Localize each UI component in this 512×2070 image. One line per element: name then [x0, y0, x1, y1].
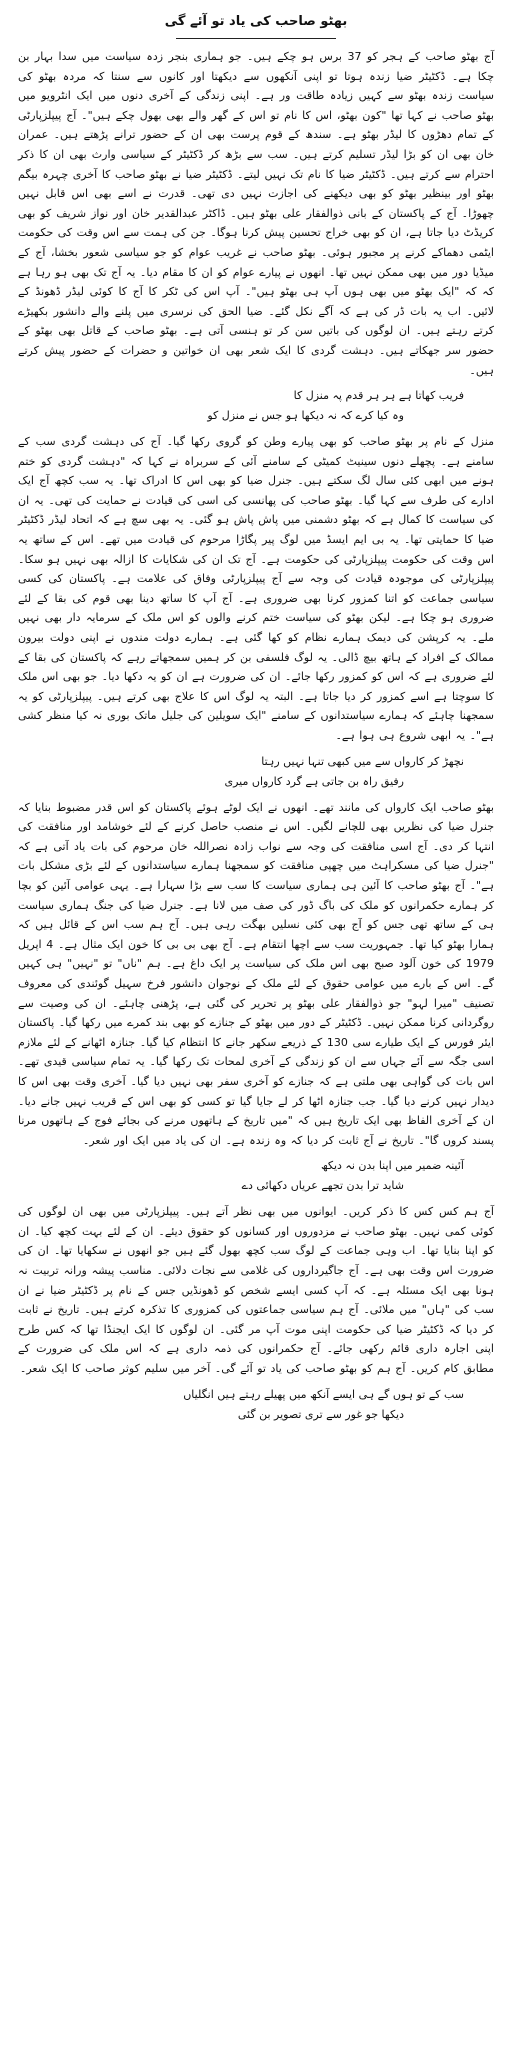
verse-line: فریب کھاتا ہے ہر ہر قدم پہ منزل کا: [293, 389, 464, 403]
verse-line: وہ کیا کرے کہ نہ دیکھا ہو جس نے منزل کو: [207, 409, 404, 423]
article-paragraph: آج ہم کس کس کا ذکر کریں۔ ایوانوں میں بھی نظر آتے ہیں۔ پیپلزپارٹی میں بھی ان لوگوں کی کوئی کمی نہیں۔ بھٹو صاحب نے مزدوروں اور کسانوں کو حقوق دیئے۔ ان کے لئے بہت کچھ کیا۔ ان کو اپنا بنایا تھا۔ اب وہی جماعت کے لوگ سب کچھ بھول گئے ہیں جو انھوں نے سکھایا تھا۔ ان کی ضرورت اس وقت بھی ہے۔ آج جاگیرداروں کی غلامی سے نجات دلائی۔ مناسب پیشہ ورانہ تربیت نہ ہونا بھی ایک مسئلہ ہے۔ کہ آپ کسی ایسے شخص کو ڈھونڈیں جس کے نام پر ڈکٹیٹر ضیا نے ان سب کی "ہاں" میں ملائی۔ آج ہم سیاسی جماعتوں کی کمزوری کا تذکرہ کرتے ہیں۔ تاریخ نے ثابت کر دیا کہ ڈکٹیٹر ضیا کی حکومت اپنی موت آپ مر گئی۔ ان لوگوں کا ایک ایجنڈا تھا کہ کس طرح اپنی اجارہ داری قائم رکھی جائے۔ آج حکمرانوں کی ذمہ داری ہے کہ اس ملک کی ضرورت کے مطابق کام کریں۔ آج ہم کو بھٹو صاحب کی یاد تو آئے گی۔ آخر میں سلیم کوثر صاحب کا ایک شعر۔: [18, 1205, 494, 1376]
verse-line: رفیق راہ بن جاتی ہے گرد کارواں میری: [224, 774, 404, 788]
verse-couplet: [18, 752, 494, 792]
verse-line: شاید ترا بدن تجھے عریاں دکھائی دے: [241, 1179, 404, 1193]
article-paragraph: بھٹو صاحب ایک کارواں کی مانند تھے۔ انھوں نے ایک لوٹے ہوئے پاکستان کو اس قدر مضبوط بنایا کہ جنرل ضیا کی نظریں بھی للچانے لگیں۔ اس نے منصب حاصل کرنے کے لئے خوشامد اور منافقت کی انتہا کر دی۔ آج اسی منافقت کی وجہ سے نواب زادہ نصراللہ خان مرحوم کی بات یاد آتی ہے کہ "جنرل ضیا کی مسکراہٹ میں چھپی منافقت کو سمجھنا ہمارے سیاستدانوں کے لئے بڑی مشکل بات ہے"۔ آج بھٹو صاحب کا آئین ہی ہماری سیاست کا سب سے بڑا سہارا ہے۔ یہی عوامی آئین کو بچا کر ہمارے حکمرانوں کو ملک کی باگ ڈور کی صف میں لانا ہے۔ جنرل ضیا کی جنگ ہماری سیاست ہی کے ساتھ تھی جس کو آج بھی کئی نسلیں بھگت رہی ہیں۔ آج ہم سب اس کے قائل ہیں کہ ہمارا بھٹو کیا تھا۔ جمہوریت سب سے اچھا انتقام ہے۔ آج بھی بی بی کا خون ایک مثال ہے۔ 4 اپریل 1979 کی خون آلود صبح بھی اس ملک کی سیاست پر ایک داغ ہے۔ ہم "ناں" تو "نہیں" ہی کہیں گے۔ اس کے بارے میں عوامی حقوق کے لئے ملک کے نوجوان دانشور فرخ سہیل گوئندی کی معروف تصنیف "میرا لہو" جو ذوالفقار علی بھٹو پر تحریر کی گئی ہے، پڑھنی چاہئے۔ ان کی وصیت سے روگردانی کرنا ممکن نہیں۔ ڈکٹیٹر کے دور میں بھٹو کے جنازے کو بھی بند کمرے میں رکھا گیا۔ پاکستان ایئر فورس کے ایک طیارے سی 130 کے ذریعے سکھر جانے کا انتظام کیا گیا۔ جنازہ اٹھانے کے لئے ملازم اسی جگہ سے آئے جہاں سے ان کو زندگی کے آخری لمحات تک رکھا گیا۔ یہ تمام سیاسی قیدی تھے۔ اس بات کی گواہی بھی ملتی ہے کہ جنازے کو آخری سفر بھی نہیں دیا گیا۔ آخری وقت بھی اس کا دیدار نہیں کرنے دیا گیا۔ جب جنازہ اٹھا کر لے جایا گیا تو کسی کو بھی اس کے قریب نہیں جانے دیا۔ ان کے آخری الفاظ بھی ایک تاریخ ہیں کہ "میں تاریخ کے ہاتھوں مرنے کی بجائے فوج کے ہاتھوں مرنا پسند کروں گا"۔ تاریخ نے آج ثابت کر دیا کہ وہ زندہ ہے۔ ان کی یاد میں ایک اور شعر۔: [18, 800, 494, 1147]
verse-couplet: [18, 386, 494, 426]
verse-line: سب کے تو ہوں گے ہی ایسے آنکھ میں پھیلے رہتے ہیں انگلیاں: [183, 1387, 464, 1401]
article-title: بھٹو صاحب کی یاد تو آئے گی: [164, 14, 348, 29]
verse-line: دیکھا جو غور سے تری تصویر بن گئی: [237, 1407, 404, 1421]
verse-line: نچھڑ کر کارواں سے میں کبھی تنہا نہیں رہتا: [261, 754, 464, 768]
verse-line: آئینہ ضمیر میں اپنا بدن نہ دیکھ: [320, 1159, 464, 1173]
article-paragraph: آج بھٹو صاحب کے ہجر کو 37 برس ہو چکے ہیں۔ جو ہماری بنجر زدہ سیاست میں سدا بہار بن چکا ہے۔ ڈکٹیٹر ضیا زندہ ہوتا تو اپنی آنکھوں سے دیکھتا اور کانوں سے سنتا کہ مردہ بھٹو کی سیاست زندہ بھٹو سے کہیں زیادہ طاقت ور ہے۔ اپنی زندگی کے آخری دنوں میں ایک انٹرویو میں بھٹو صاحب نے کہا تھا "کون بھٹو، اس کا نام تو اس کے گھر والے بھی بھول چکے ہیں"۔ آج پیپلزپارٹی کے تمام دھڑوں کا لیڈر بھٹو ہے۔ سندھ کے قوم پرست بھی ان کے حضور ترانے پڑھتے ہیں۔ عمران خان بھی ان کو بڑا لیڈر تسلیم کرتے ہیں۔ سب سے بڑھ کر ڈکٹیٹر کے سیاسی وارث بھی ان کا ذکر احترام سے کرتے ہیں۔ ڈکٹیٹر ضیا کا نام تک نہیں لیتے۔ ڈکٹیٹر ضیا نے بھٹو صاحب کا آخری چہرہ بیگم بھٹو اور بینظیر بھٹو کو بھی دیکھنے کی اجازت نہیں دی تھی۔ قدرت نے اسے بھی اس قابل نہیں چھوڑا۔ آج کے پاکستان کے بانی ذوالفقار علی بھٹو ہیں۔ ڈاکٹر عبدالقدیر خان اور نواز شریف کو بھی کریڈٹ دیا جاتا ہے، ان کو بھی خراج تحسین پیش کرنا ہوگا۔ جن کی ہمت سے اس وقت کی حکومت ایٹمی دھماکے کرنے پر مجبور ہوئی۔ بھٹو صاحب نے غریب عوام کو جو سیاسی شعور بخشا، آج کے میڈیا دور میں بھی ممکن نہیں تھا۔ انھوں نے پیارے عوام کو ان کا مقام دیا۔ یہ آج تک بھی ہو رہا ہے کہ کہ "ایک بھٹو میں بھی ہوں آپ ہی بھٹو ہیں"۔ آپ اس کی ٹکر کا آج کا کوئی لیڈر ڈھونڈ کے لائیں۔ اب یہ بات ڈر کی ہے کہ آگے نکل گئے۔ ضیا الحق کی نرسری میں پلنے والے دانشور بکھیڑے کرتے رہتے ہیں۔ ان لوگوں کی باتیں سن کر تو ہنسی آتی ہے۔ بھٹو صاحب کے قاتل بھی بھٹو کے حضور سر جھکاتے ہیں۔ دہشت گردی کا ایک شعر بھی ان خواتین و حضرات کے حضور پیش کرتے ہیں۔: [18, 50, 494, 377]
article-paragraph: منزل کے نام پر بھٹو صاحب کو بھی پیارے وطن کو گروی رکھا گیا۔ آج کی دہشت گردی سب کے سامنے ہے۔ پچھلے دنوں سینیٹ کمیٹی کے سامنے آئی کے سربراہ نے کہا کہ "دہشت گردی کو ختم ہونے میں ابھی کئی سال لگ سکتے ہیں۔ جنرل ضیا کو بھی اس کا ادراک تھا۔ یہ سب کچھ آج ایک ادارے کی طرف سے کہا گیا۔ بھٹو صاحب کی پھانسی کی اسی کی قیادت نے حمایت کی تھی۔ یہ ان کی سیاست کا کمال ہے کہ بھٹو دشمنی میں پاش پاش ہو گئی۔ یہ بھی سچ ہے کہ اتحاد لیڈر ڈکٹیٹر ضیا کا حمایتی تھا۔ یہ بی ایم ایسڈ میں لوگ پیر پگاڑا مرحوم کی قیادت میں تھے۔ اس کے ساتھ یہ اس وقت کی حکومت پیپلزپارٹی کی حکومت ہے۔ آج تک ان کی شکایات کا ازالہ بھی نہیں ہو سکا۔ پیپلزپارٹی کی موجودہ قیادت کی وجہ سے آج پیپلزپارٹی وفاق کی علامت ہے۔ پاکستان کی کسی سیاسی جماعت کو اتنا کمزور کرنا بھی ضروری ہے۔ آج آپ کا ساتھ دینا بھی قوم کی بقا کے لئے ضروری ہو چکا ہے۔ لیکن بھٹو کی سیاست ختم کرنے والوں کو اس ملک کے سرمایہ دار بھی نہیں ملے۔ یہ کرپشن کی دیمک ہمارے نظام کو کھا گئی ہے۔ ہمارے دولت مندوں نے اپنی دولت بیرون ممالک کے افراد کے ہاتھ بیچ ڈالی۔ یہ لوگ فلسفی بن کر ہمیں سمجھاتے رہے کہ پاکستان کی بقا کے لئے ضروری ہے کہ اس کو کمزور رکھا جائے۔ ان کی ضرورت ہے ان کو یہ دکھا دیا۔ جو بھی اس ملک کا سوچتا ہے اسے کمزور کر دیا جاتا ہے۔ البتہ یہ لوگ اس کا علاج بھی کرتے ہیں۔ پیپلزپارٹی کو یہ سمجھنا چاہئے کہ ہمارے سیاستدانوں کے سامنے "ایک سویلین کی جلیل ماتک بوری نہ کیا منظر کشی ہے"۔ یہ ابھی شروع ہی ہوا ہے۔: [18, 435, 494, 742]
verse-couplet: [18, 1385, 494, 1425]
title-underline: [176, 38, 336, 39]
verse-couplet: [18, 1156, 494, 1196]
